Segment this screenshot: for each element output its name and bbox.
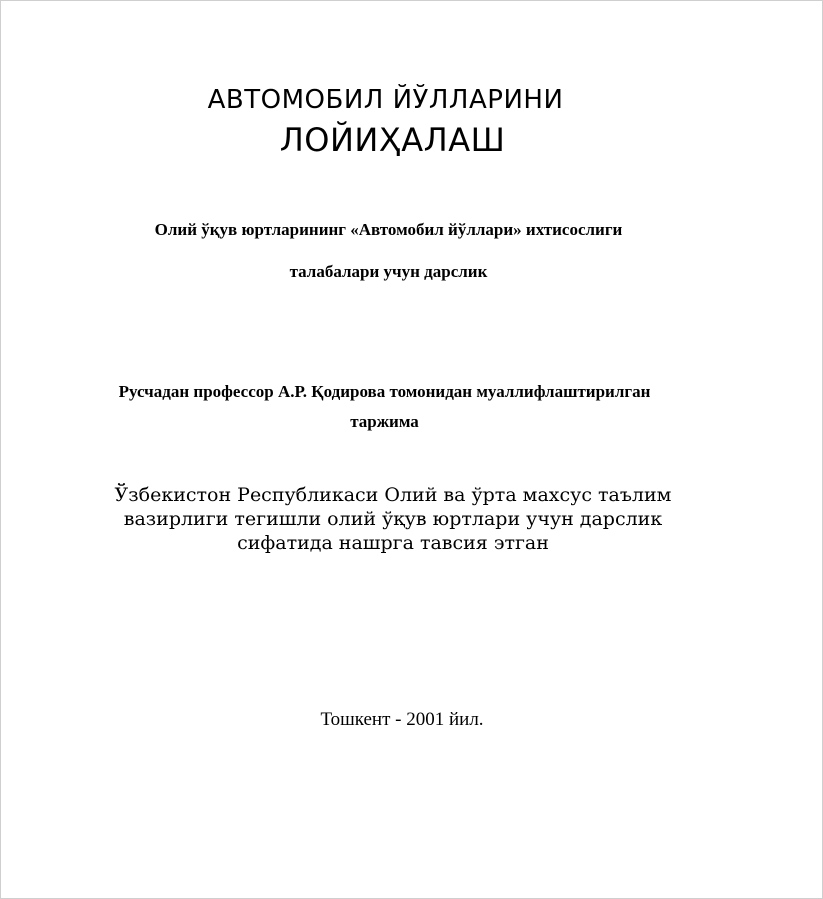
approval-note-line-2: вазирлиги тегишли олий ўқув юртлари учун дарслик — [123, 508, 663, 530]
book-title-line-2: ЛОЙИҲАЛАШ — [279, 121, 506, 159]
imprint-place-year: Тошкент - 2001 йил. — [320, 709, 484, 730]
translation-note-line-2: таржима — [350, 412, 419, 431]
approval-note-line-1: Ўзбекистон Республикаси Олий ва ўрта махсус таълим — [114, 484, 672, 506]
subtitle-line-1: Олий ўқув юртларининг «Автомобил йўллари» ихтисослиги — [154, 220, 623, 239]
translation-note-line-1: Русчадан профессор А.Р. Қодирова томонидан муаллифлаштирилган — [118, 382, 651, 401]
book-title-line-1: АВТОМОБИЛ ЙЎЛЛАРИНИ — [207, 85, 564, 115]
subtitle-line-2: талабалари учун дарслик — [289, 262, 488, 281]
approval-note-line-3: сифатида нашрга тавсия этган — [237, 532, 549, 554]
